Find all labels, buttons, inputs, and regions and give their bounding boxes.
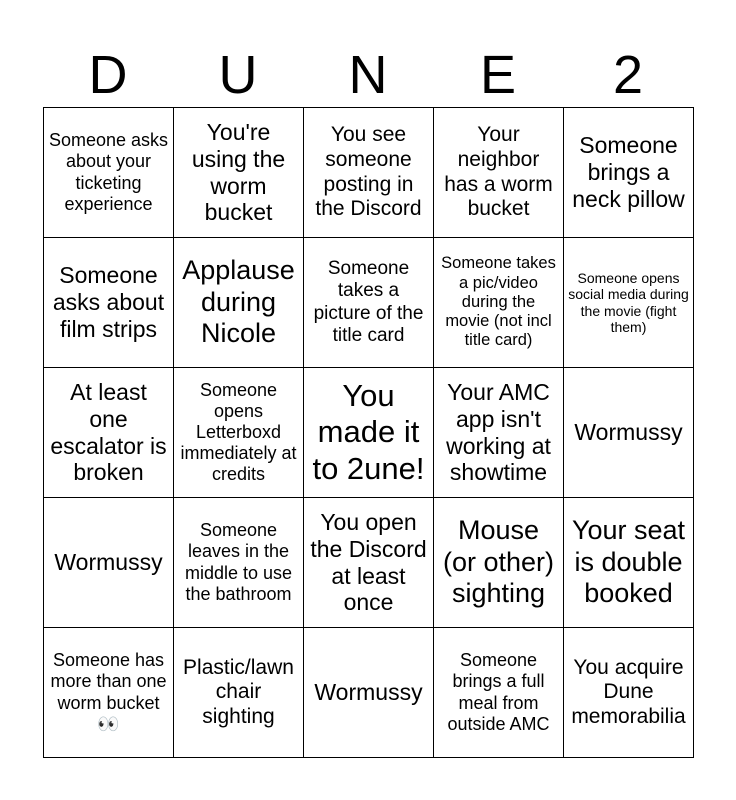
bingo-cell[interactable]: Your seat is double booked [564,498,694,628]
header-letter-2: 2 [612,45,644,105]
bingo-cell[interactable]: Wormussy [44,498,174,628]
bingo-board [43,107,694,758]
header-letter-e: E [479,45,517,105]
board-row [44,368,694,498]
bingo-cell[interactable]: Wormussy [304,628,434,758]
board-row [44,628,694,758]
bingo-cell[interactable]: Someone takes a pic/video during the movie (not incl title card) [434,238,564,368]
bingo-cell[interactable]: You acquire Dune memorabilia [564,628,694,758]
bingo-cell[interactable]: Your AMC app isn't working at showtime [434,368,564,498]
bingo-cell[interactable]: You're using the worm bucket [174,108,304,238]
bingo-cell[interactable]: Someone brings a neck pillow [564,108,694,238]
free-space-cell[interactable]: You made it to 2une! [304,368,434,498]
header-letter-d: D [88,45,128,105]
board-row [44,108,694,238]
bingo-cell[interactable]: Someone takes a picture of the title card [304,238,434,368]
bingo-cell[interactable]: You open the Discord at least once [304,498,434,628]
bingo-cell[interactable]: Someone opens social media during the movie (fight them) [564,238,694,368]
header-letter-n: N [348,45,388,105]
bingo-header [43,44,693,106]
bingo-cell[interactable]: Your neighbor has a worm bucket [434,108,564,238]
bingo-cell[interactable]: Someone asks about your ticketing experience [44,108,174,238]
bingo-cell[interactable]: Wormussy [564,368,694,498]
bingo-cell[interactable]: Mouse (or other) sighting [434,498,564,628]
header-letter-u: U [218,45,258,105]
bingo-cell[interactable]: Applause during Nicole [174,238,304,368]
bingo-cell[interactable]: You see someone posting in the Discord [304,108,434,238]
bingo-cell[interactable]: Someone asks about film strips [44,238,174,368]
bingo-cell[interactable]: Someone has more than one worm bucket 👀 [44,628,174,758]
board-row [44,238,694,368]
bingo-cell[interactable]: Plastic/lawn chair sighting [174,628,304,758]
bingo-cell[interactable]: Someone leaves in the middle to use the bathroom [174,498,304,628]
bingo-cell[interactable]: Someone brings a full meal from outside AMC [434,628,564,758]
bingo-cell[interactable]: Someone opens Letterboxd immediately at credits [174,368,304,498]
board-row [44,498,694,628]
bingo-cell[interactable]: At least one escalator is broken [44,368,174,498]
